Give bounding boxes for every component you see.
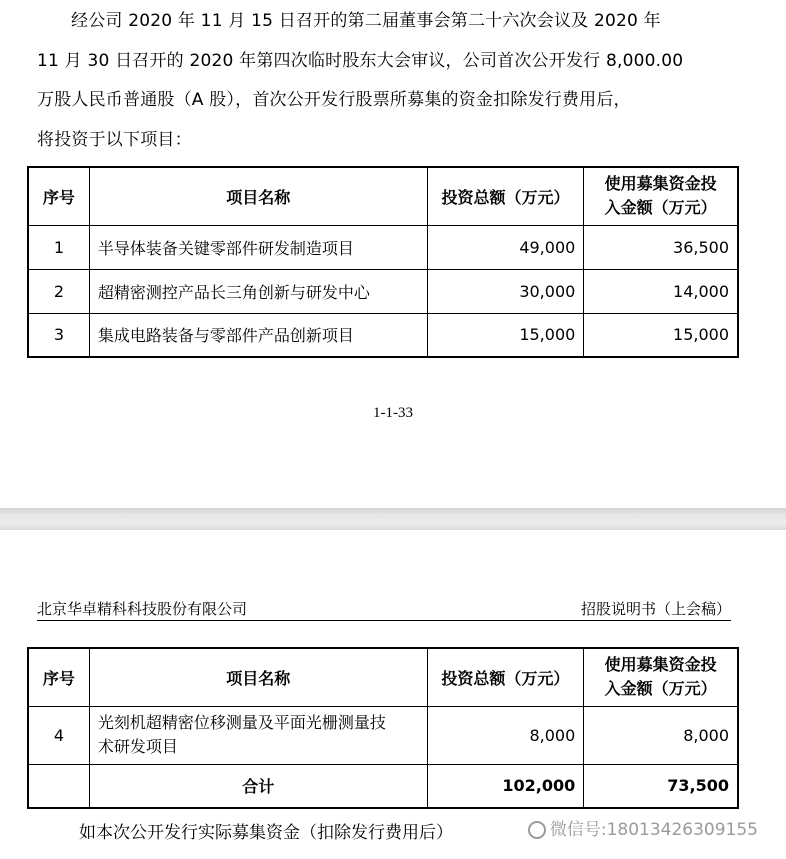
header-raised-line1: 使用募集资金投	[604, 174, 717, 194]
row-raised: 8,000	[584, 706, 738, 764]
intro-paragraph	[37, 2, 737, 160]
document-page-2	[0, 530, 786, 859]
header-raised-line2: 入金额（万元）	[604, 679, 717, 699]
row-name-line1: 光刻机超精密位移测量及平面光栅测量技	[97, 713, 386, 732]
projects-table	[27, 166, 739, 358]
table-row	[28, 706, 738, 764]
table-row	[28, 225, 738, 269]
paragraph-line: 11 月 30 日召开的 2020 年第四次临时股东大会审议，公司首次公开发行 8,000.00	[37, 50, 684, 71]
continuation-text: 如本次公开发行实际募集资金（扣除发行费用后）	[79, 823, 453, 843]
row-no: 2	[28, 269, 89, 313]
row-name: 超精密测控产品长三角创新与研发中心	[89, 269, 427, 313]
row-name-line2: 术研发项目	[97, 737, 178, 756]
table-header-row	[28, 167, 738, 225]
header-raised	[584, 167, 738, 225]
table-row	[28, 269, 738, 313]
total-investment: 102,000	[427, 764, 584, 808]
header-no: 序号	[28, 648, 89, 706]
row-raised: 14,000	[584, 269, 738, 313]
table-header-row	[28, 648, 738, 706]
row-name	[89, 706, 427, 764]
watermark-text: 微信号:18013426309155	[549, 820, 758, 840]
header-name: 项目名称	[89, 648, 427, 706]
header-raised-line1: 使用募集资金投	[604, 655, 717, 675]
page-number: 1-1-33	[373, 405, 413, 421]
paragraph-line: 经公司 2020 年 11 月 15 日召开的第二届董事会第二十六次会议及 2020 年	[71, 11, 661, 31]
paragraph-line: 万股人民币普通股（A 股），首次公开发行股票所募集的资金扣除发行费用后，	[37, 90, 631, 110]
header-investment: 投资总额（万元）	[427, 648, 584, 706]
document-title: 招股说明书（上会稿）	[580, 600, 731, 618]
header-no: 序号	[28, 167, 89, 225]
row-investment: 30,000	[427, 269, 584, 313]
total-raised: 73,500	[584, 764, 738, 808]
table-total-row	[28, 764, 738, 808]
header-raised	[584, 648, 738, 706]
row-name: 半导体装备关键零部件研发制造项目	[89, 225, 427, 269]
header-name: 项目名称	[89, 167, 427, 225]
running-header	[37, 596, 731, 621]
row-name: 集成电路装备与零部件产品创新项目	[89, 313, 427, 357]
page-separator	[0, 508, 786, 530]
paragraph-line: 将投资于以下项目：	[37, 129, 192, 150]
projects-table-continued	[27, 647, 739, 809]
row-raised: 15,000	[584, 313, 738, 357]
row-investment: 49,000	[427, 225, 584, 269]
row-investment: 8,000	[427, 706, 584, 764]
row-investment: 15,000	[427, 313, 584, 357]
row-no: 3	[28, 313, 89, 357]
row-no: 4	[28, 706, 89, 764]
row-no: 1	[28, 225, 89, 269]
company-name: 北京华卓精科科技股份有限公司	[37, 600, 248, 618]
watermark	[528, 815, 758, 840]
row-raised: 36,500	[584, 225, 738, 269]
header-raised-line2: 入金额（万元）	[604, 198, 717, 218]
total-label: 合计	[89, 764, 427, 808]
header-investment: 投资总额（万元）	[427, 167, 584, 225]
wechat-icon	[528, 821, 546, 839]
table-row	[28, 313, 738, 357]
